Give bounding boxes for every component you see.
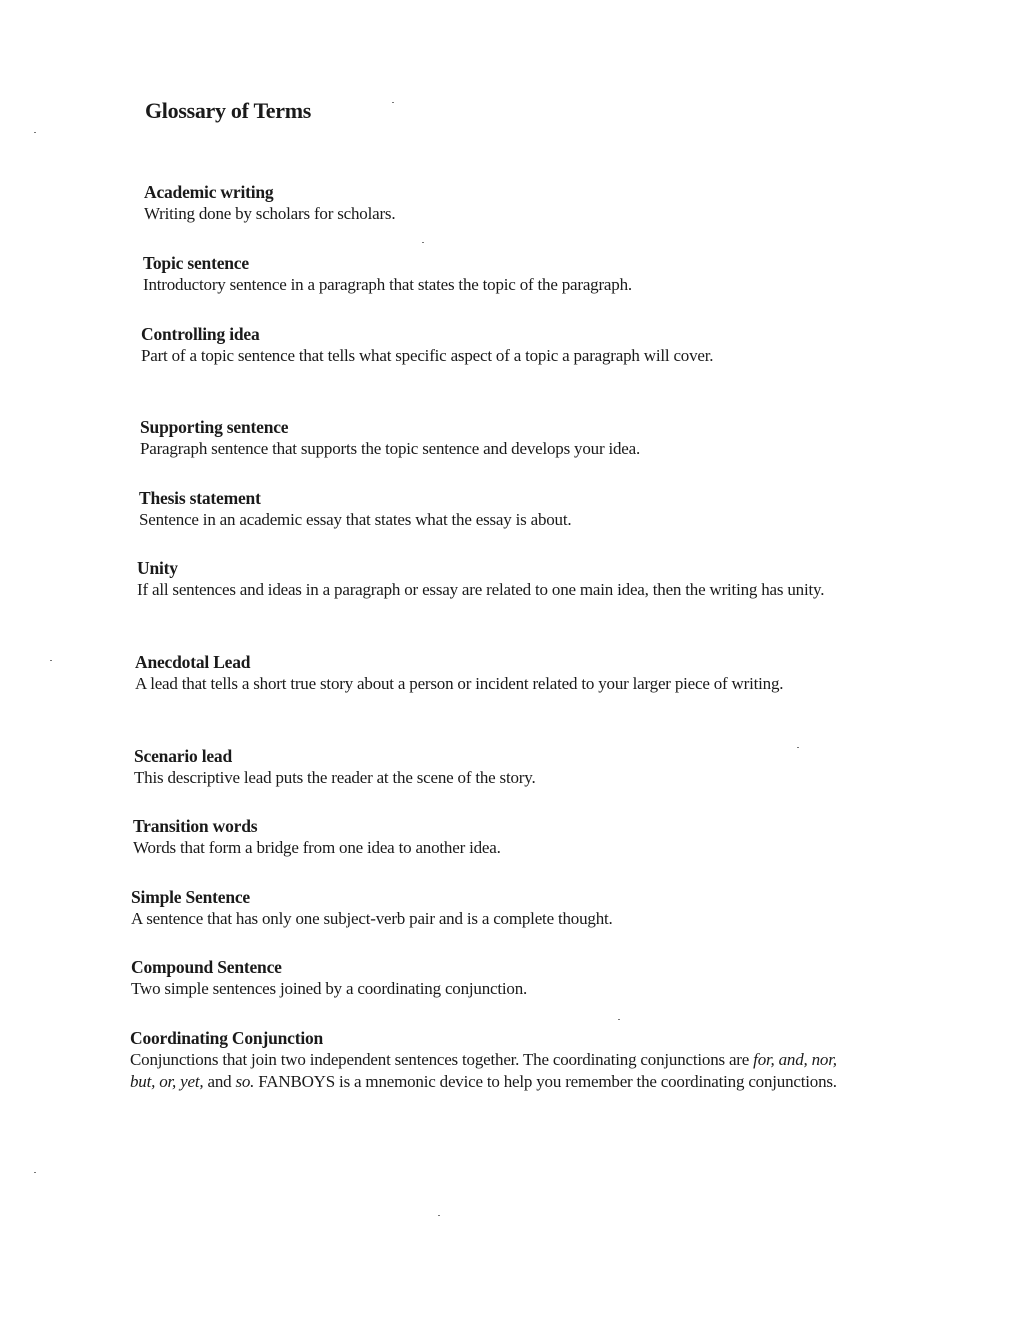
glossary-definition: A sentence that has only one subject-verb pair and is a complete thought.: [131, 909, 613, 928]
glossary-term: Controlling idea: [141, 324, 260, 344]
glossary-entry-coordinating-conjunction: [130, 1027, 845, 1093]
page-title: Glossary of Terms: [145, 98, 312, 123]
glossary-entry-unity: [137, 557, 852, 601]
scan-speck: [618, 1019, 620, 1020]
glossary-entry-simple-sentence: [131, 886, 851, 930]
glossary-definition: Words that form a bridge from one idea to another idea.: [133, 838, 501, 857]
conjunction-so: so.: [235, 1072, 255, 1091]
glossary-term: Anecdotal Lead: [135, 652, 251, 672]
glossary-term: Topic sentence: [143, 253, 249, 273]
definition-text: and: [203, 1072, 236, 1091]
glossary-term: Supporting sentence: [140, 417, 289, 437]
glossary-definition: Writing done by scholars for scholars.: [144, 204, 396, 223]
glossary-entry-thesis-statement: [139, 487, 859, 531]
glossary-definition: Part of a topic sentence that tells what specific aspect of a topic a paragraph will cover.: [141, 346, 714, 365]
glossary-term: Scenario lead: [134, 746, 233, 766]
scan-speck: [797, 747, 799, 748]
scan-speck: [34, 1172, 36, 1173]
glossary-entry-compound-sentence: [131, 956, 851, 1000]
glossary-entry-topic-sentence: [143, 252, 863, 296]
scan-speck: [34, 132, 36, 133]
glossary-term: Unity: [137, 558, 178, 578]
glossary-entry-controlling-idea: [141, 323, 831, 367]
glossary-entry-academic-writing: [144, 181, 864, 225]
glossary-definition: Introductory sentence in a paragraph that states the topic of the paragraph.: [143, 275, 632, 294]
glossary-term: Transition words: [133, 816, 258, 836]
scan-speck: [50, 660, 52, 661]
glossary-definition: A lead that tells a short true story about a person or incident related to your larger piece of writing.: [135, 674, 784, 693]
glossary-term: Thesis statement: [139, 488, 261, 508]
glossary-term: Coordinating Conjunction: [130, 1028, 324, 1048]
glossary-entry-supporting-sentence: [140, 416, 860, 460]
glossary-definition: Two simple sentences joined by a coordinating conjunction.: [131, 979, 528, 998]
glossary-term: Simple Sentence: [131, 887, 251, 907]
glossary-entry-anecdotal-lead: [135, 651, 845, 695]
scan-speck: [438, 1215, 440, 1216]
glossary-term: Academic writing: [144, 182, 274, 202]
glossary-definition: This descriptive lead puts the reader at the scene of the story.: [134, 768, 536, 787]
glossary-entry-scenario-lead: [134, 745, 854, 789]
glossary-definition: Paragraph sentence that supports the topic sentence and develops your idea.: [140, 439, 641, 458]
glossary-definition: [130, 1049, 845, 1093]
glossary-term: Compound Sentence: [131, 957, 282, 977]
scan-speck: [422, 242, 424, 243]
glossary-definition: If all sentences and ideas in a paragraph or essay are related to one main idea, then the writing has unity.: [137, 580, 825, 599]
glossary-entry-transition-words: [133, 815, 853, 859]
glossary-definition: Sentence in an academic essay that states what the essay is about.: [139, 510, 572, 529]
scan-speck: [392, 102, 394, 103]
conjunction-list: for, and, nor, but, or, yet,: [130, 1050, 837, 1091]
definition-text: FANBOYS is a mnemonic device to help you remember the coordinating conjunctions.: [254, 1072, 837, 1091]
definition-text: Conjunctions that join two independent sentences together. The coordinating conjunctions are: [130, 1050, 754, 1069]
